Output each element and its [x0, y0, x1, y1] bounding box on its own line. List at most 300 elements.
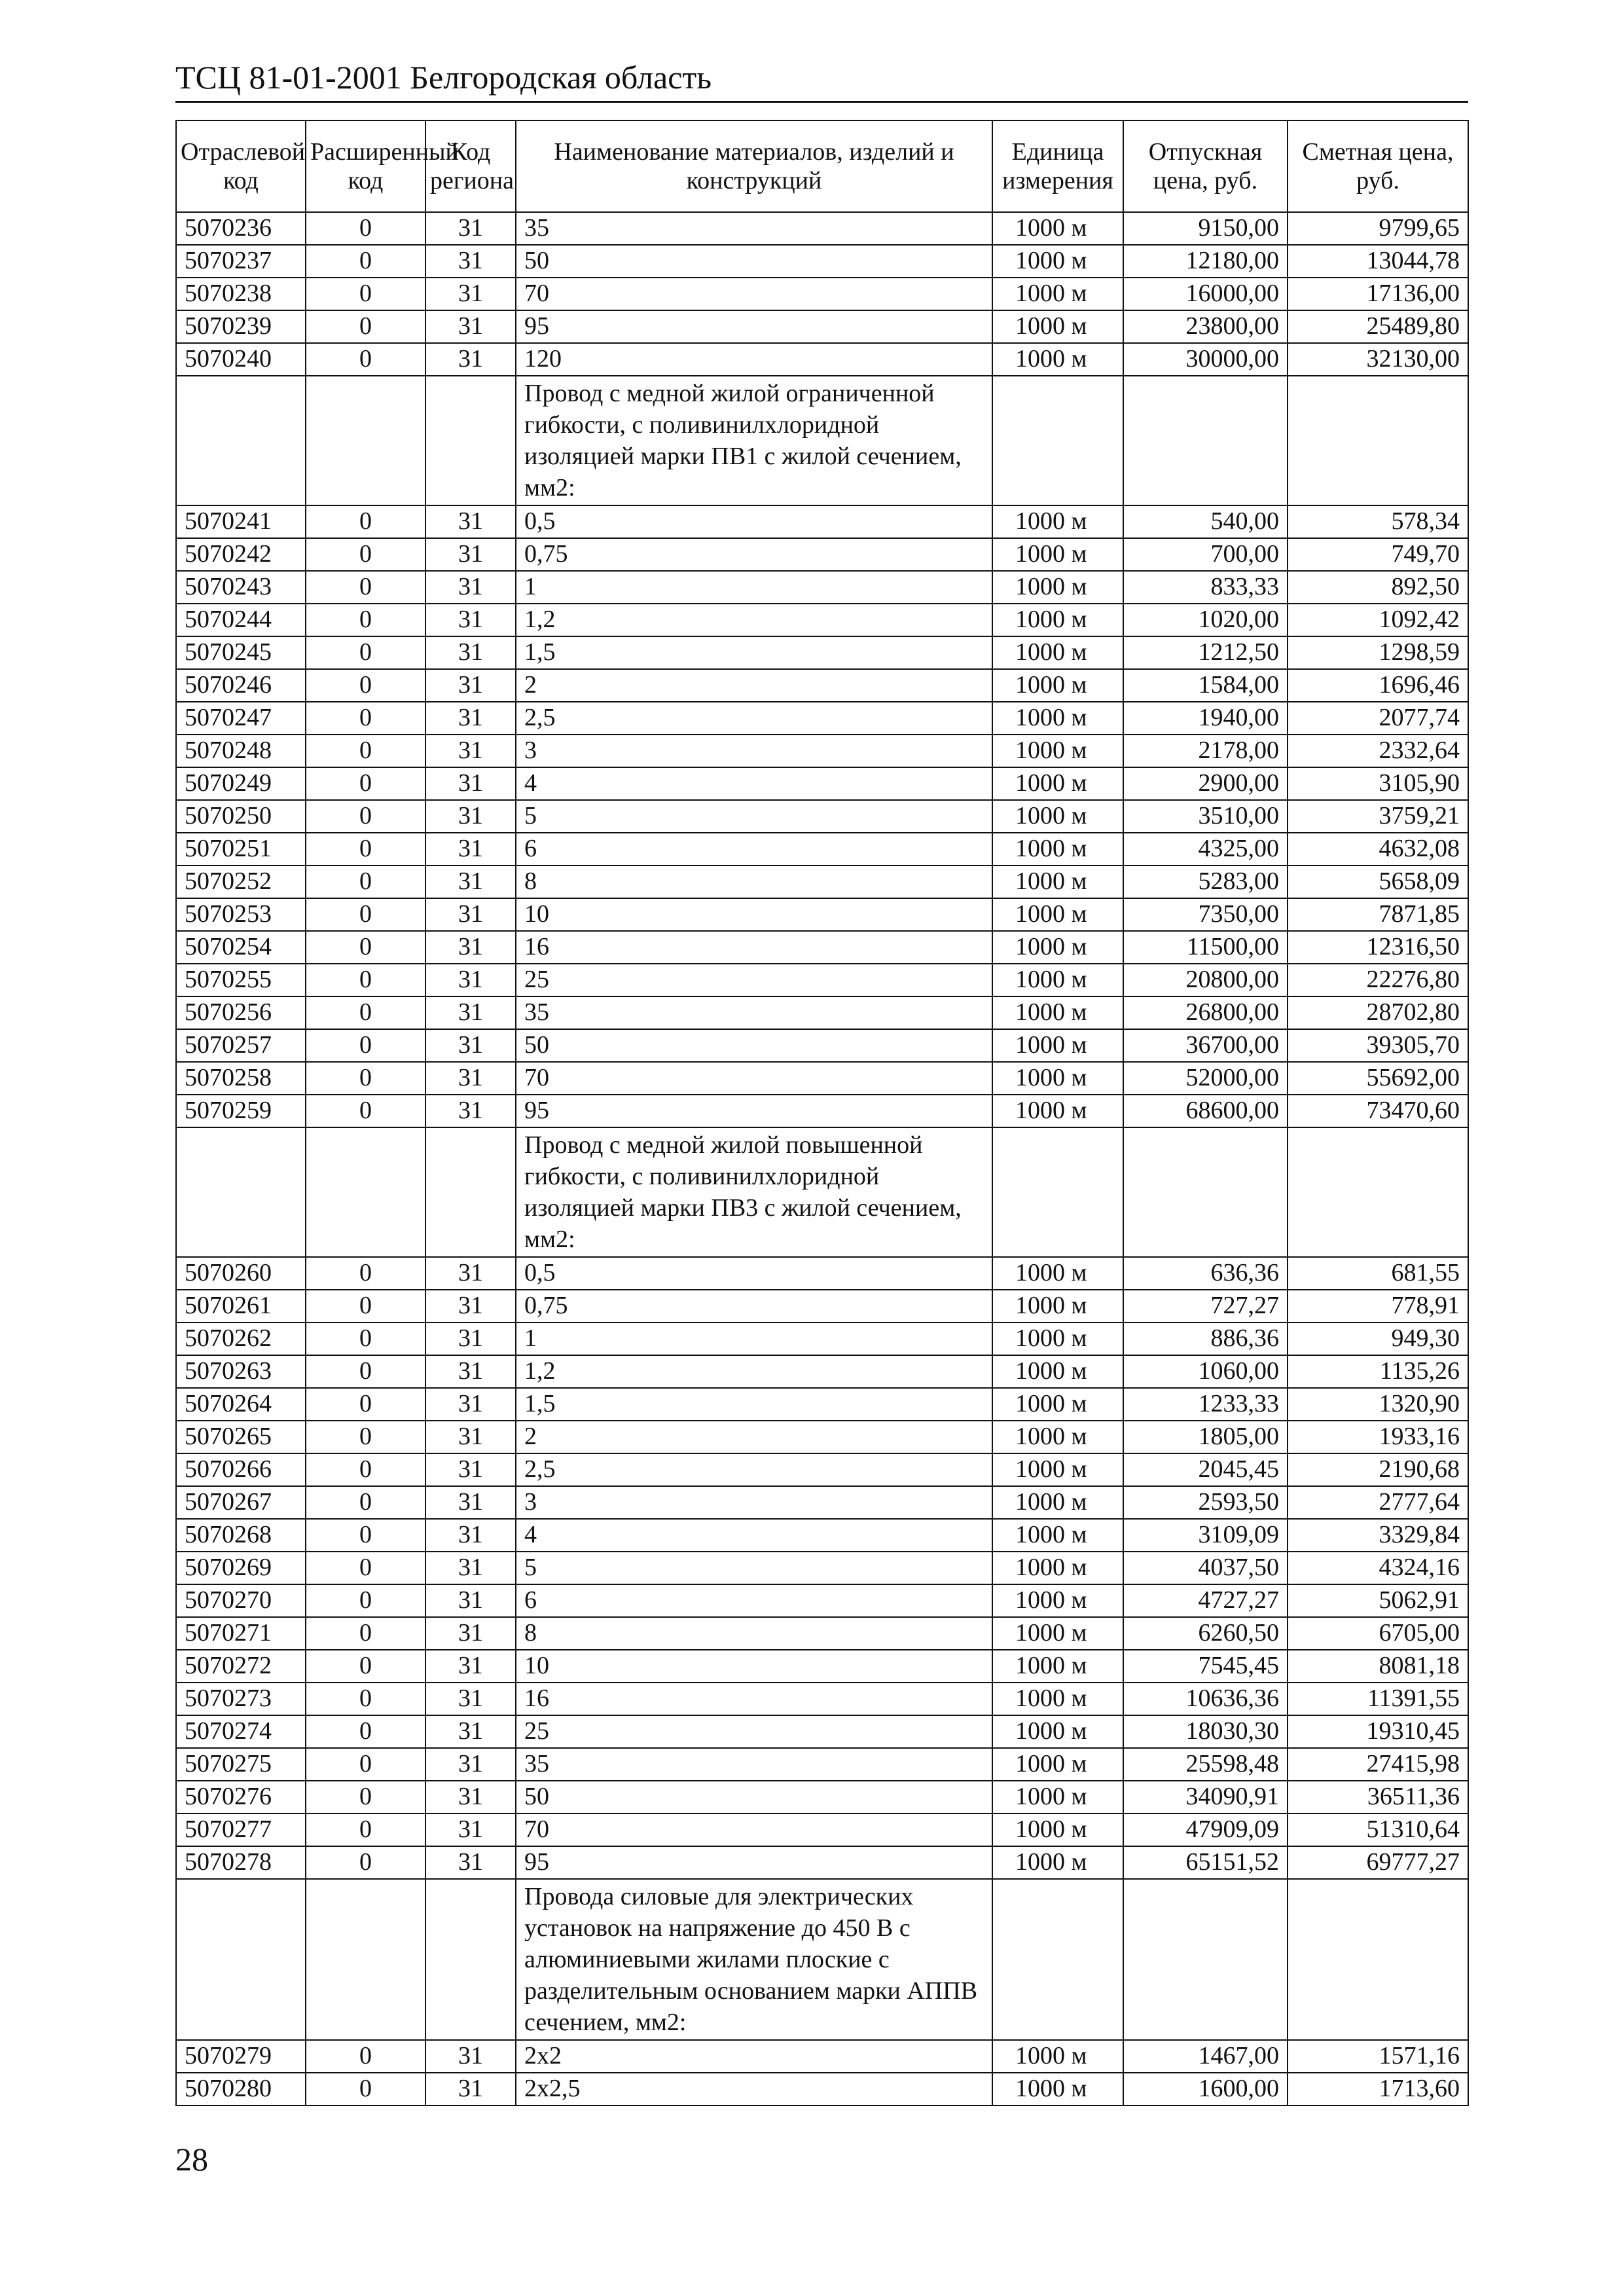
cell-code: 5070280: [176, 2073, 306, 2105]
cell-region-code: 31: [425, 800, 516, 833]
cell-region-code: 31: [425, 505, 516, 538]
cell-release-price: 47909,09: [1123, 1813, 1288, 1846]
table-row: [176, 898, 1468, 931]
cell-code: 5070237: [176, 245, 306, 278]
col-header-name: Наименование материалов, изделий и конструкций: [516, 120, 992, 212]
cell-estimate-price: 1696,46: [1288, 669, 1468, 702]
cell-name: 6: [516, 1584, 992, 1617]
cell-release-price: 2900,00: [1123, 767, 1288, 800]
table-row: [176, 1290, 1468, 1322]
price-table: [175, 120, 1469, 2106]
cell-code: 5070264: [176, 1388, 306, 1421]
empty-cell: [1123, 1879, 1288, 2040]
table-row: [176, 1257, 1468, 1290]
cell-estimate-price: 27415,98: [1288, 1748, 1468, 1781]
cell-ext-code: 0: [306, 931, 425, 964]
cell-ext-code: 0: [306, 1846, 425, 1879]
cell-estimate-price: 17136,00: [1288, 278, 1468, 310]
cell-region-code: 31: [425, 1846, 516, 1879]
cell-unit: 1000 м: [992, 1617, 1123, 1650]
table-row: [176, 833, 1468, 866]
cell-code: 5070279: [176, 2040, 306, 2073]
table-row: [176, 2073, 1468, 2105]
cell-region-code: 31: [425, 1683, 516, 1715]
cell-unit: 1000 м: [992, 1552, 1123, 1584]
cell-estimate-price: 19310,45: [1288, 1715, 1468, 1748]
cell-ext-code: 0: [306, 767, 425, 800]
cell-release-price: 2178,00: [1123, 735, 1288, 767]
cell-unit: 1000 м: [992, 767, 1123, 800]
cell-release-price: 2593,50: [1123, 1486, 1288, 1519]
cell-region-code: 31: [425, 767, 516, 800]
cell-region-code: 31: [425, 1650, 516, 1683]
table-row: [176, 2040, 1468, 2073]
cell-code: 5070274: [176, 1715, 306, 1748]
table-row: [176, 310, 1468, 343]
cell-ext-code: 0: [306, 1095, 425, 1127]
cell-region-code: 31: [425, 702, 516, 735]
cell-release-price: 6260,50: [1123, 1617, 1288, 1650]
cell-ext-code: 0: [306, 1715, 425, 1748]
cell-unit: 1000 м: [992, 1322, 1123, 1355]
table-row: [176, 702, 1468, 735]
cell-name: 1: [516, 571, 992, 604]
cell-region-code: 31: [425, 1421, 516, 1453]
cell-ext-code: 0: [306, 898, 425, 931]
group-description: Провод с медной жилой повышенной гибкости, с поливинилхлоридной изоляцией марки ПВ3 с жилой сечением, мм2:: [516, 1127, 992, 1257]
cell-code: 5070257: [176, 1029, 306, 1062]
page-number: 28: [175, 2141, 208, 2178]
table-row: [176, 1781, 1468, 1813]
cell-region-code: 31: [425, 1813, 516, 1846]
cell-estimate-price: 11391,55: [1288, 1683, 1468, 1715]
cell-ext-code: 0: [306, 2040, 425, 2073]
cell-release-price: 7350,00: [1123, 898, 1288, 931]
cell-estimate-price: 5658,09: [1288, 866, 1468, 898]
cell-name: 1,5: [516, 1388, 992, 1421]
cell-estimate-price: 1320,90: [1288, 1388, 1468, 1421]
cell-estimate-price: 12316,50: [1288, 931, 1468, 964]
cell-ext-code: 0: [306, 1062, 425, 1095]
cell-name: 0,75: [516, 1290, 992, 1322]
cell-unit: 1000 м: [992, 898, 1123, 931]
table-row: [176, 1519, 1468, 1552]
cell-unit: 1000 м: [992, 1453, 1123, 1486]
cell-region-code: 31: [425, 1715, 516, 1748]
cell-estimate-price: 5062,91: [1288, 1584, 1468, 1617]
cell-ext-code: 0: [306, 1519, 425, 1552]
cell-release-price: 1233,33: [1123, 1388, 1288, 1421]
cell-name: 25: [516, 964, 992, 996]
cell-code: 5070266: [176, 1453, 306, 1486]
cell-estimate-price: 22276,80: [1288, 964, 1468, 996]
cell-name: 1,5: [516, 636, 992, 669]
cell-estimate-price: 681,55: [1288, 1257, 1468, 1290]
cell-ext-code: 0: [306, 538, 425, 571]
cell-ext-code: 0: [306, 1029, 425, 1062]
table-row: [176, 1813, 1468, 1846]
table-row: [176, 343, 1468, 376]
cell-release-price: 727,27: [1123, 1290, 1288, 1322]
cell-region-code: 31: [425, 1584, 516, 1617]
cell-region-code: 31: [425, 735, 516, 767]
cell-estimate-price: 9799,65: [1288, 212, 1468, 245]
cell-name: 1: [516, 1322, 992, 1355]
cell-region-code: 31: [425, 1748, 516, 1781]
cell-estimate-price: 2332,64: [1288, 735, 1468, 767]
cell-release-price: 1060,00: [1123, 1355, 1288, 1388]
cell-release-price: 700,00: [1123, 538, 1288, 571]
cell-ext-code: 0: [306, 1355, 425, 1388]
cell-region-code: 31: [425, 669, 516, 702]
cell-estimate-price: 2077,74: [1288, 702, 1468, 735]
table-row: [176, 1355, 1468, 1388]
cell-estimate-price: 39305,70: [1288, 1029, 1468, 1062]
cell-region-code: 31: [425, 571, 516, 604]
cell-release-price: 34090,91: [1123, 1781, 1288, 1813]
cell-ext-code: 0: [306, 310, 425, 343]
cell-unit: 1000 м: [992, 2040, 1123, 2073]
cell-name: 50: [516, 1029, 992, 1062]
cell-ext-code: 0: [306, 1617, 425, 1650]
cell-code: 5070244: [176, 604, 306, 636]
cell-estimate-price: 32130,00: [1288, 343, 1468, 376]
cell-release-price: 7545,45: [1123, 1650, 1288, 1683]
cell-estimate-price: 3329,84: [1288, 1519, 1468, 1552]
cell-name: 1,2: [516, 604, 992, 636]
cell-estimate-price: 3105,90: [1288, 767, 1468, 800]
empty-cell: [1123, 376, 1288, 505]
table-row: [176, 1322, 1468, 1355]
cell-code: 5070240: [176, 343, 306, 376]
table-row: [176, 1453, 1468, 1486]
cell-name: 1,2: [516, 1355, 992, 1388]
table-row: [176, 735, 1468, 767]
cell-name: 25: [516, 1715, 992, 1748]
cell-estimate-price: 2777,64: [1288, 1486, 1468, 1519]
cell-ext-code: 0: [306, 800, 425, 833]
cell-region-code: 31: [425, 1290, 516, 1322]
cell-name: 2: [516, 669, 992, 702]
table-row: [176, 1846, 1468, 1879]
cell-release-price: 833,33: [1123, 571, 1288, 604]
cell-ext-code: 0: [306, 245, 425, 278]
cell-ext-code: 0: [306, 505, 425, 538]
table-row: [176, 604, 1468, 636]
cell-region-code: 31: [425, 964, 516, 996]
cell-estimate-price: 25489,80: [1288, 310, 1468, 343]
table-row: [176, 669, 1468, 702]
cell-unit: 1000 м: [992, 278, 1123, 310]
table-row: [176, 1748, 1468, 1781]
cell-estimate-price: 1713,60: [1288, 2073, 1468, 2105]
cell-ext-code: 0: [306, 636, 425, 669]
cell-name: 70: [516, 1062, 992, 1095]
empty-cell: [1288, 376, 1468, 505]
cell-code: 5070253: [176, 898, 306, 931]
col-header-ext-code: Расширенный код: [306, 120, 425, 212]
cell-release-price: 886,36: [1123, 1322, 1288, 1355]
cell-ext-code: 0: [306, 1584, 425, 1617]
cell-unit: 1000 м: [992, 833, 1123, 866]
cell-name: 2х2,5: [516, 2073, 992, 2105]
cell-code: 5070271: [176, 1617, 306, 1650]
cell-unit: 1000 м: [992, 343, 1123, 376]
cell-ext-code: 0: [306, 212, 425, 245]
cell-estimate-price: 4632,08: [1288, 833, 1468, 866]
cell-unit: 1000 м: [992, 1029, 1123, 1062]
cell-code: 5070250: [176, 800, 306, 833]
cell-name: 70: [516, 278, 992, 310]
cell-region-code: 31: [425, 1486, 516, 1519]
cell-release-price: 4037,50: [1123, 1552, 1288, 1584]
cell-code: 5070254: [176, 931, 306, 964]
cell-ext-code: 0: [306, 278, 425, 310]
cell-code: 5070276: [176, 1781, 306, 1813]
cell-unit: 1000 м: [992, 1584, 1123, 1617]
cell-estimate-price: 749,70: [1288, 538, 1468, 571]
cell-ext-code: 0: [306, 1257, 425, 1290]
cell-estimate-price: 6705,00: [1288, 1617, 1468, 1650]
cell-code: 5070261: [176, 1290, 306, 1322]
table-row: [176, 964, 1468, 996]
cell-unit: 1000 м: [992, 2073, 1123, 2105]
cell-code: 5070248: [176, 735, 306, 767]
cell-code: 5070260: [176, 1257, 306, 1290]
cell-name: 0,5: [516, 505, 992, 538]
cell-code: 5070242: [176, 538, 306, 571]
cell-code: 5070246: [176, 669, 306, 702]
cell-estimate-price: 1135,26: [1288, 1355, 1468, 1388]
cell-unit: 1000 м: [992, 1683, 1123, 1715]
cell-release-price: 9150,00: [1123, 212, 1288, 245]
cell-name: 2х2: [516, 2040, 992, 2073]
cell-unit: 1000 м: [992, 538, 1123, 571]
cell-release-price: 3510,00: [1123, 800, 1288, 833]
cell-ext-code: 0: [306, 669, 425, 702]
table-row: [176, 1062, 1468, 1095]
cell-release-price: 68600,00: [1123, 1095, 1288, 1127]
cell-estimate-price: 3759,21: [1288, 800, 1468, 833]
cell-unit: 1000 м: [992, 866, 1123, 898]
table-row: [176, 571, 1468, 604]
cell-name: 4: [516, 767, 992, 800]
cell-ext-code: 0: [306, 1552, 425, 1584]
cell-name: 3: [516, 1486, 992, 1519]
table-row: [176, 1095, 1468, 1127]
cell-ext-code: 0: [306, 735, 425, 767]
cell-release-price: 23800,00: [1123, 310, 1288, 343]
table-row: [176, 538, 1468, 571]
table-row: [176, 767, 1468, 800]
cell-unit: 1000 м: [992, 1781, 1123, 1813]
cell-name: 6: [516, 833, 992, 866]
table-row: [176, 505, 1468, 538]
cell-region-code: 31: [425, 343, 516, 376]
page-header: ТСЦ 81-01-2001 Белгородская область: [175, 58, 1468, 103]
cell-code: 5070265: [176, 1421, 306, 1453]
col-header-region-code: Код региона: [425, 120, 516, 212]
cell-estimate-price: 2190,68: [1288, 1453, 1468, 1486]
cell-name: 5: [516, 1552, 992, 1584]
cell-unit: 1000 м: [992, 964, 1123, 996]
cell-name: 50: [516, 245, 992, 278]
cell-ext-code: 0: [306, 996, 425, 1029]
cell-unit: 1000 м: [992, 1355, 1123, 1388]
cell-ext-code: 0: [306, 1748, 425, 1781]
cell-region-code: 31: [425, 1519, 516, 1552]
cell-unit: 1000 м: [992, 1519, 1123, 1552]
cell-code: 5070249: [176, 767, 306, 800]
empty-cell: [992, 376, 1123, 505]
cell-region-code: 31: [425, 1029, 516, 1062]
cell-release-price: 25598,48: [1123, 1748, 1288, 1781]
cell-name: 95: [516, 1846, 992, 1879]
cell-code: 5070243: [176, 571, 306, 604]
cell-release-price: 52000,00: [1123, 1062, 1288, 1095]
cell-name: 35: [516, 212, 992, 245]
cell-region-code: 31: [425, 2040, 516, 2073]
cell-code: 5070277: [176, 1813, 306, 1846]
cell-name: 10: [516, 898, 992, 931]
cell-release-price: 1940,00: [1123, 702, 1288, 735]
cell-unit: 1000 м: [992, 702, 1123, 735]
cell-release-price: 10636,36: [1123, 1683, 1288, 1715]
cell-release-price: 4325,00: [1123, 833, 1288, 866]
cell-region-code: 31: [425, 1355, 516, 1388]
cell-unit: 1000 м: [992, 1095, 1123, 1127]
cell-code: 5070256: [176, 996, 306, 1029]
cell-name: 120: [516, 343, 992, 376]
cell-region-code: 31: [425, 898, 516, 931]
table-row: [176, 1421, 1468, 1453]
cell-release-price: 18030,30: [1123, 1715, 1288, 1748]
cell-ext-code: 0: [306, 1486, 425, 1519]
cell-unit: 1000 м: [992, 800, 1123, 833]
cell-ext-code: 0: [306, 1683, 425, 1715]
cell-unit: 1000 м: [992, 604, 1123, 636]
cell-estimate-price: 1933,16: [1288, 1421, 1468, 1453]
cell-code: 5070263: [176, 1355, 306, 1388]
cell-region-code: 31: [425, 866, 516, 898]
cell-code: 5070259: [176, 1095, 306, 1127]
cell-estimate-price: 28702,80: [1288, 996, 1468, 1029]
group-header-row: [176, 1127, 1468, 1257]
empty-cell: [306, 1879, 425, 2040]
cell-unit: 1000 м: [992, 1062, 1123, 1095]
cell-unit: 1000 м: [992, 1813, 1123, 1846]
cell-name: 10: [516, 1650, 992, 1683]
table-row: [176, 1552, 1468, 1584]
cell-name: 2: [516, 1421, 992, 1453]
cell-ext-code: 0: [306, 2073, 425, 2105]
cell-release-price: 12180,00: [1123, 245, 1288, 278]
table-row: [176, 245, 1468, 278]
cell-release-price: 1020,00: [1123, 604, 1288, 636]
cell-estimate-price: 7871,85: [1288, 898, 1468, 931]
table-row: [176, 1388, 1468, 1421]
cell-ext-code: 0: [306, 1813, 425, 1846]
cell-code: 5070268: [176, 1519, 306, 1552]
cell-unit: 1000 м: [992, 996, 1123, 1029]
cell-unit: 1000 м: [992, 735, 1123, 767]
cell-name: 0,75: [516, 538, 992, 571]
empty-cell: [306, 376, 425, 505]
cell-unit: 1000 м: [992, 310, 1123, 343]
cell-estimate-price: 51310,64: [1288, 1813, 1468, 1846]
group-header-row: [176, 1879, 1468, 2040]
cell-estimate-price: 36511,36: [1288, 1781, 1468, 1813]
empty-cell: [1123, 1127, 1288, 1257]
table-row: [176, 212, 1468, 245]
cell-code: 5070239: [176, 310, 306, 343]
cell-estimate-price: 778,91: [1288, 1290, 1468, 1322]
empty-cell: [176, 1127, 306, 1257]
cell-code: 5070251: [176, 833, 306, 866]
cell-ext-code: 0: [306, 964, 425, 996]
cell-name: 8: [516, 866, 992, 898]
cell-name: 0,5: [516, 1257, 992, 1290]
cell-estimate-price: 578,34: [1288, 505, 1468, 538]
cell-name: 3: [516, 735, 992, 767]
cell-estimate-price: 13044,78: [1288, 245, 1468, 278]
cell-release-price: 3109,09: [1123, 1519, 1288, 1552]
cell-name: 8: [516, 1617, 992, 1650]
cell-ext-code: 0: [306, 1421, 425, 1453]
cell-name: 2,5: [516, 702, 992, 735]
cell-estimate-price: 73470,60: [1288, 1095, 1468, 1127]
cell-code: 5070270: [176, 1584, 306, 1617]
cell-region-code: 31: [425, 1095, 516, 1127]
cell-code: 5070273: [176, 1683, 306, 1715]
cell-region-code: 31: [425, 1552, 516, 1584]
cell-region-code: 31: [425, 1453, 516, 1486]
cell-region-code: 31: [425, 1617, 516, 1650]
cell-ext-code: 0: [306, 604, 425, 636]
cell-region-code: 31: [425, 833, 516, 866]
table-row: [176, 1617, 1468, 1650]
cell-estimate-price: 1298,59: [1288, 636, 1468, 669]
cell-code: 5070236: [176, 212, 306, 245]
cell-region-code: 31: [425, 1257, 516, 1290]
cell-estimate-price: 1571,16: [1288, 2040, 1468, 2073]
cell-code: 5070241: [176, 505, 306, 538]
col-header-release-price: Отпускная цена, руб.: [1123, 120, 1288, 212]
empty-cell: [425, 376, 516, 505]
cell-region-code: 31: [425, 310, 516, 343]
cell-region-code: 31: [425, 636, 516, 669]
empty-cell: [425, 1879, 516, 2040]
cell-name: 4: [516, 1519, 992, 1552]
table-row: [176, 931, 1468, 964]
cell-code: 5070247: [176, 702, 306, 735]
cell-region-code: 31: [425, 996, 516, 1029]
cell-name: 95: [516, 310, 992, 343]
cell-unit: 1000 м: [992, 1486, 1123, 1519]
cell-region-code: 31: [425, 1781, 516, 1813]
cell-release-price: 540,00: [1123, 505, 1288, 538]
table-row: [176, 996, 1468, 1029]
cell-name: 16: [516, 1683, 992, 1715]
cell-code: 5070275: [176, 1748, 306, 1781]
cell-ext-code: 0: [306, 1290, 425, 1322]
cell-name: 5: [516, 800, 992, 833]
cell-region-code: 31: [425, 538, 516, 571]
empty-cell: [306, 1127, 425, 1257]
cell-ext-code: 0: [306, 702, 425, 735]
cell-estimate-price: 4324,16: [1288, 1552, 1468, 1584]
cell-name: 70: [516, 1813, 992, 1846]
